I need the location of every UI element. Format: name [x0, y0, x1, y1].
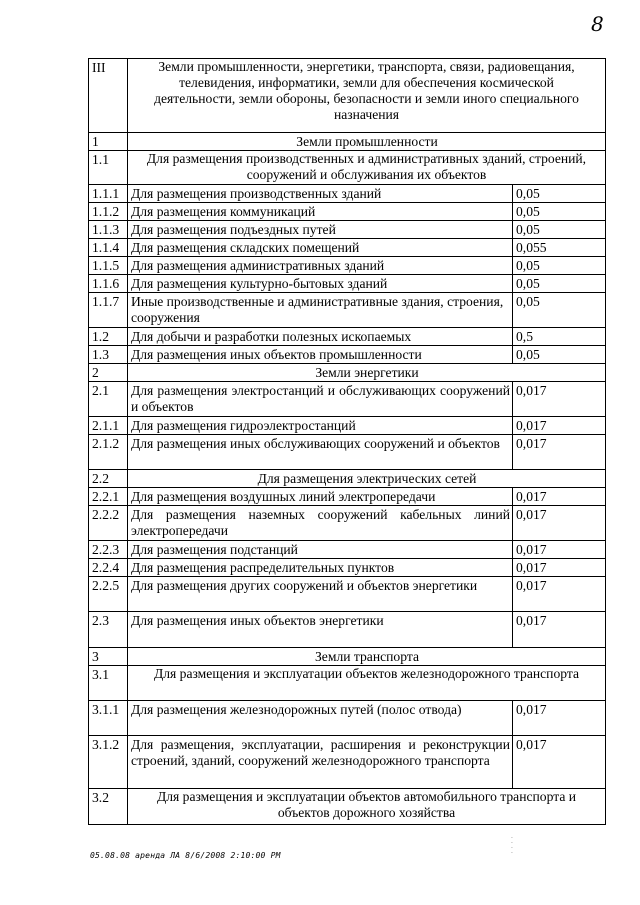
row-value: 0,017 — [513, 577, 606, 612]
row-description: Для размещения, эксплуатации, расширения и реконструкции строений, зданий, сооружений железнодорожного транспорта — [128, 736, 513, 789]
table-row — [89, 470, 606, 488]
row-description: Для размещения наземных сооружений кабельных линий электропередачи — [128, 506, 513, 541]
land-use-table — [88, 58, 606, 825]
row-value: 0,017 — [513, 541, 606, 559]
document-footer: 05.08.08 аренда ЛА 8/6/2008 2:10:00 PM — [90, 851, 281, 860]
table-row — [89, 275, 606, 293]
row-number: 1.1.7 — [89, 293, 128, 328]
table-row — [89, 346, 606, 364]
row-description: Для размещения иных обслуживающих сооружений и объектов — [128, 435, 513, 470]
row-description: Для размещения электростанций и обслуживающих сооружений и объектов — [128, 382, 513, 417]
table-row — [89, 488, 606, 506]
row-value: 0,05 — [513, 293, 606, 328]
row-number: 3.1 — [89, 666, 128, 701]
row-value: 0,017 — [513, 701, 606, 736]
row-description: Для размещения культурно-бытовых зданий — [128, 275, 513, 293]
row-value: 0,5 — [513, 328, 606, 346]
row-description: Для размещения производственных зданий — [128, 185, 513, 203]
table-row — [89, 221, 606, 239]
row-value: 0,05 — [513, 257, 606, 275]
row-value: 0,05 — [513, 203, 606, 221]
row-number: 2.2.2 — [89, 506, 128, 541]
group-title: Земли транспорта — [128, 648, 606, 666]
row-number: 2.1.1 — [89, 417, 128, 435]
row-number: 3 — [89, 648, 128, 666]
row-description: Для размещения железнодорожных путей (полос отвода) — [128, 701, 513, 736]
table-row — [89, 59, 606, 133]
row-value: 0,017 — [513, 559, 606, 577]
table-row — [89, 701, 606, 736]
row-description: Для размещения распределительных пунктов — [128, 559, 513, 577]
group-title: Для размещения электрических сетей — [128, 470, 606, 488]
table-row — [89, 541, 606, 559]
row-description: Для добычи и разработки полезных ископаемых — [128, 328, 513, 346]
row-number: 1.1.6 — [89, 275, 128, 293]
group-title: Для размещения и эксплуатации объектов железнодорожного транспорта — [128, 666, 606, 701]
row-value: 0,017 — [513, 488, 606, 506]
table-row — [89, 736, 606, 789]
row-value: 0,05 — [513, 346, 606, 364]
table-row — [89, 203, 606, 221]
table-row — [89, 666, 606, 701]
page-number: 8 — [591, 12, 604, 36]
row-number: 1.3 — [89, 346, 128, 364]
row-description: Для размещения коммуникаций — [128, 203, 513, 221]
row-number: 1.1.3 — [89, 221, 128, 239]
row-number: 2 — [89, 364, 128, 382]
table-row — [89, 239, 606, 257]
row-value: 0,05 — [513, 185, 606, 203]
row-number: 1.1.5 — [89, 257, 128, 275]
table-row — [89, 417, 606, 435]
row-number: 2.2.4 — [89, 559, 128, 577]
row-number: 3.1.1 — [89, 701, 128, 736]
row-description: Для размещения гидроэлектростанций — [128, 417, 513, 435]
row-number: 2.3 — [89, 612, 128, 648]
table-row — [89, 328, 606, 346]
table-row — [89, 185, 606, 203]
row-number: 2.1.2 — [89, 435, 128, 470]
row-value: 0,05 — [513, 221, 606, 239]
margin-mark: · · · · — [511, 835, 513, 857]
row-description: Для размещения иных объектов энергетики — [128, 612, 513, 648]
table-row — [89, 435, 606, 470]
row-description: Для размещения складских помещений — [128, 239, 513, 257]
row-number: III — [89, 59, 128, 133]
table-row — [89, 382, 606, 417]
row-value: 0,017 — [513, 417, 606, 435]
table-row — [89, 789, 606, 825]
row-value: 0,017 — [513, 382, 606, 417]
row-description: Для размещения других сооружений и объектов энергетики — [128, 577, 513, 612]
table-row — [89, 506, 606, 541]
table-row — [89, 648, 606, 666]
row-value: 0,055 — [513, 239, 606, 257]
row-description: Для размещения подстанций — [128, 541, 513, 559]
row-value: 0,017 — [513, 435, 606, 470]
row-number: 3.1.2 — [89, 736, 128, 789]
row-number: 1.1.2 — [89, 203, 128, 221]
table-row — [89, 559, 606, 577]
section-title: Земли промышленности, энергетики, транспорта, связи, радиовещания, телевидения, информатики, земли для обеспечения космической деятельности, земли обороны, безопасности и земли иного специального назначения — [128, 59, 606, 133]
group-title: Для размещения производственных и административных зданий, строений, сооружений и обслуживания их объектов — [128, 151, 606, 185]
table-row — [89, 612, 606, 648]
table-row — [89, 257, 606, 275]
row-number: 1.1.4 — [89, 239, 128, 257]
table-row — [89, 293, 606, 328]
row-number: 1.1.1 — [89, 185, 128, 203]
group-title: Земли энергетики — [128, 364, 606, 382]
row-number: 2.2.5 — [89, 577, 128, 612]
row-description: Для размещения иных объектов промышленности — [128, 346, 513, 364]
table-row — [89, 364, 606, 382]
group-title: Земли промышленности — [128, 133, 606, 151]
row-description: Для размещения воздушных линий электропередачи — [128, 488, 513, 506]
row-value: 0,017 — [513, 736, 606, 789]
table-row — [89, 133, 606, 151]
row-number: 1.2 — [89, 328, 128, 346]
row-number: 2.2.1 — [89, 488, 128, 506]
row-number: 1.1 — [89, 151, 128, 185]
group-title: Для размещения и эксплуатации объектов автомобильного транспорта и объектов дорожного хозяйства — [128, 789, 606, 825]
row-description: Для размещения административных зданий — [128, 257, 513, 275]
row-value: 0,017 — [513, 506, 606, 541]
row-description: Иные производственные и административные здания, строения, сооружения — [128, 293, 513, 328]
table-row — [89, 151, 606, 185]
row-value: 0,017 — [513, 612, 606, 648]
row-number: 1 — [89, 133, 128, 151]
row-number: 2.2.3 — [89, 541, 128, 559]
row-number: 2.1 — [89, 382, 128, 417]
row-description: Для размещения подъездных путей — [128, 221, 513, 239]
row-number: 3.2 — [89, 789, 128, 825]
table-row — [89, 577, 606, 612]
row-number: 2.2 — [89, 470, 128, 488]
row-value: 0,05 — [513, 275, 606, 293]
